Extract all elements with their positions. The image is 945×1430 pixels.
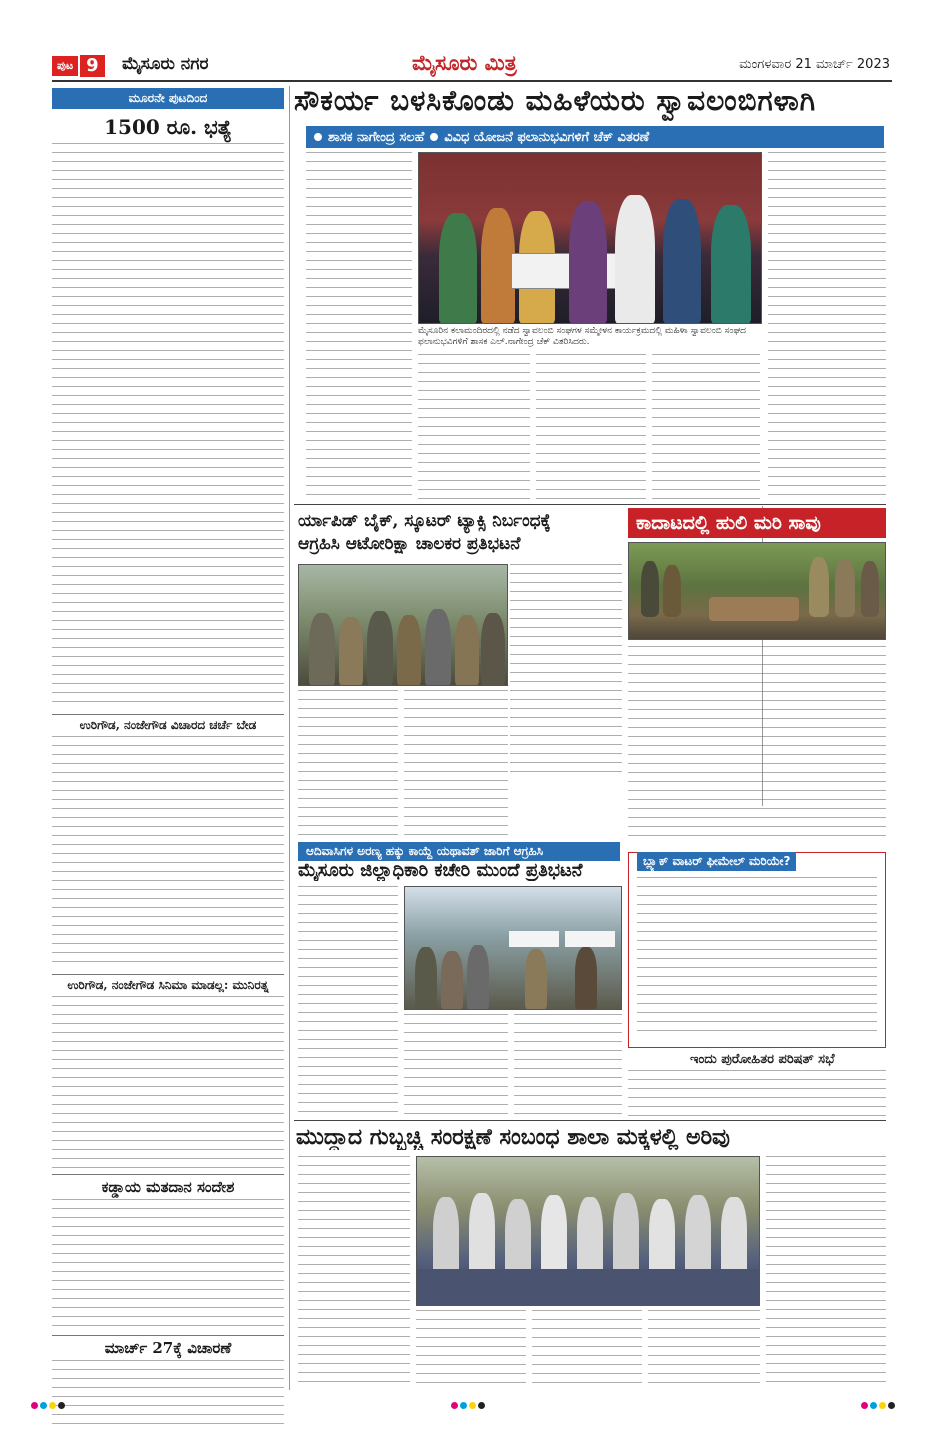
body-text xyxy=(298,1156,410,1384)
body-text xyxy=(298,690,398,838)
person-figure xyxy=(469,1193,495,1277)
person-figure xyxy=(641,561,659,617)
masthead xyxy=(52,52,892,82)
column-rule xyxy=(289,86,290,1390)
firewood-pyre xyxy=(709,597,799,621)
rapido-headline-line1: ರ್ಯಾಪಿಡ್ ಬೈಕ್, ಸ್ಕೂಟರ್ ಟ್ಯಾಕ್ಸಿ ನಿರ್ಬಂಧಕ್ಕೆ xyxy=(298,511,551,531)
registration-marks xyxy=(450,1398,486,1412)
registration-marks xyxy=(30,1398,66,1412)
body-text xyxy=(52,143,284,708)
body-text xyxy=(514,1014,622,1114)
section-name: ಮೈಸೂರು ನಗರ xyxy=(122,54,209,74)
person-figure xyxy=(663,199,701,324)
person-figure xyxy=(309,613,335,686)
section-divider xyxy=(294,1120,886,1121)
body-text xyxy=(52,996,284,1168)
body-text xyxy=(637,877,877,1039)
body-text xyxy=(532,1310,642,1384)
paper-name: ಮೈಸೂರು ಮಿತ್ರ xyxy=(412,50,517,75)
section-divider xyxy=(294,504,886,505)
person-figure xyxy=(615,195,655,324)
person-figure xyxy=(809,557,829,617)
left-column xyxy=(52,88,284,1430)
person-figure xyxy=(577,1197,603,1277)
dc-headline: ಮೈಸೂರು ಜಿಲ್ಲಾಧಿಕಾರಿ ಕಚೇರಿ ಮುಂದೆ ಪ್ರತಿಭಟನೆ xyxy=(298,860,583,881)
person-figure xyxy=(455,615,479,686)
story-subhead: ಕಡ್ಡಾಯ ಮತದಾನ ಸಂದೇಶ xyxy=(52,1174,284,1196)
body-text xyxy=(536,354,646,502)
person-figure xyxy=(525,949,547,1010)
person-figure xyxy=(541,1195,567,1277)
person-figure xyxy=(481,208,515,324)
person-figure xyxy=(433,1197,459,1277)
brief-headline: ಇಂದು ಪುರೋಹಿತರ ಪರಿಷತ್ ಸಭೆ xyxy=(690,1052,835,1067)
page-label: ಪುಟ xyxy=(52,56,78,76)
person-figure xyxy=(861,561,879,617)
body-text xyxy=(418,354,530,502)
person-figure xyxy=(711,205,751,324)
registration-marks xyxy=(860,1398,896,1412)
placard xyxy=(509,931,559,947)
body-text xyxy=(404,690,508,838)
person-figure xyxy=(613,1193,639,1277)
person-figure xyxy=(367,611,393,686)
story-headline: 1500 ರೂ. ಭತ್ಯೆ xyxy=(104,115,232,139)
body-text xyxy=(306,152,412,502)
rapido-headline-line2: ಆಗ್ರಹಿಸಿ ಆಟೋರಿಕ್ಷಾ ಚಾಲಕರ ಪ್ರತಿಭಟನೆ xyxy=(298,534,521,554)
person-figure xyxy=(339,617,363,686)
person-figure xyxy=(439,213,477,324)
body-text xyxy=(298,886,398,1114)
continued-from-banner: ಮೂರನೇ ಪುಟದಿಂದ xyxy=(52,88,284,109)
tiger-headline: ಕಾದಾಟದಲ್ಲಿ ಹುಲಿ ಮರಿ ಸಾವು xyxy=(628,508,886,538)
story-subhead: ಉರಿಗೌಡ, ನಂಜೇಗೌಡ ವಿಚಾರದ ಚರ್ಚೆ ಬೇಡ xyxy=(52,714,284,733)
story-subhead: ಮಾರ್ಚ್ 27ಕ್ಕೆ ವಿಚಾರಣೆ xyxy=(52,1335,284,1357)
page-number: 9 xyxy=(80,55,105,77)
bullet-icon xyxy=(430,133,438,141)
person-figure xyxy=(441,951,463,1010)
body-text xyxy=(416,1310,526,1384)
body-text xyxy=(648,1310,760,1384)
person-figure xyxy=(481,613,505,686)
body-text xyxy=(52,736,284,968)
photo-caption: ಮೈಸೂರಿನ ಕಲಾಮಂದಿರದಲ್ಲಿ ನಡೆದ ಸ್ವಾವಲಂಬಿ ಸಂಘಗಳ ಸಮ್ಮೇಳನ ಕಾರ್ಯಕ್ರಮದಲ್ಲಿ ಮಹಿಳಾ ಸ್ವಾವಲಂಬಿ ಸಂಘದ ಫಲಾನುಭವಿಗಳಿಗೆ ಶಾಸಕ ಎಲ್.ನಾಗೇಂದ್ರ ಚೆಕ್ ವಿತರಿಸಿದರು. xyxy=(418,326,746,347)
person-figure xyxy=(685,1195,711,1277)
black-water-tag: ಬ್ಲ್ಯಾಕ್ ವಾಟರ್ ಫೀಮೇಲ್ ಮರಿಯೇ? xyxy=(637,852,796,871)
bullet-icon xyxy=(314,133,322,141)
body-text xyxy=(766,1156,886,1384)
body-text xyxy=(628,646,886,842)
protest-photo xyxy=(298,564,508,686)
person-figure xyxy=(569,201,607,324)
person-figure xyxy=(467,945,489,1010)
main-headline: ಸೌಕರ್ಯ ಬಳಸಿಕೊಂಡು ಮಹಿಳೆಯರು ಸ್ವಾವಲಂಬಿಗಳಾಗಿ xyxy=(294,84,817,117)
rapido-headline xyxy=(298,510,622,556)
issue-date: ಮಂಗಳವಾರ 21 ಮಾರ್ಚ್ 2023 xyxy=(739,57,890,72)
school-children-photo xyxy=(416,1156,760,1306)
body-text xyxy=(768,152,886,502)
seated-row xyxy=(417,1269,760,1306)
dc-kicker: ಆದಿವಾಸಿಗಳ ಅರಣ್ಯ ಹಕ್ಕು ಕಾಯ್ದೆ ಯಥಾವತ್ ಜಾರಿಗೆ ಆಗ್ರಹಿಸಿ xyxy=(298,842,620,861)
body-text xyxy=(404,1014,508,1114)
black-water-box xyxy=(628,852,886,1048)
person-figure xyxy=(397,615,421,686)
dc-protest-photo xyxy=(404,886,622,1010)
person-figure xyxy=(649,1199,675,1277)
person-figure xyxy=(505,1199,531,1277)
sparrow-headline: ಮುದ್ದಾದ ಗುಬ್ಬಚ್ಚಿ ಸಂರಕ್ಷಣೆ ಸಂಬಂಧ ಶಾಲಾ ಮಕ್ಕಳಲ್ಲಿ ಅರಿವು xyxy=(296,1124,730,1150)
ceremony-photo xyxy=(418,152,762,324)
subhead-a: ಶಾಸಕ ನಾಗೇಂದ್ರ ಸಲಹೆ xyxy=(328,129,425,145)
tiger-photo xyxy=(628,542,886,640)
placard xyxy=(565,931,615,947)
body-text xyxy=(510,564,622,778)
story-subhead: ಉರಿಗೌಡ, ನಂಜೇಗೌಡ ಸಿನಿಮಾ ಮಾಡಲ್ಲ: ಮುನಿರತ್ನ xyxy=(52,974,284,993)
person-figure xyxy=(425,609,451,686)
subhead-b: ವಿವಿಧ ಯೋಜನೆ ಫಲಾನುಭವಿಗಳಿಗೆ ಚೆಕ್ ವಿತರಣೆ xyxy=(444,129,650,145)
body-text xyxy=(52,1360,284,1430)
person-figure xyxy=(835,559,855,617)
person-figure xyxy=(575,947,597,1010)
page-tag xyxy=(52,55,105,77)
main-subhead-bar xyxy=(306,126,884,148)
body-text xyxy=(52,1199,284,1329)
body-text xyxy=(652,354,760,502)
body-text xyxy=(628,1070,886,1120)
person-figure xyxy=(415,947,437,1010)
person-figure xyxy=(663,565,681,617)
person-figure xyxy=(721,1197,747,1277)
